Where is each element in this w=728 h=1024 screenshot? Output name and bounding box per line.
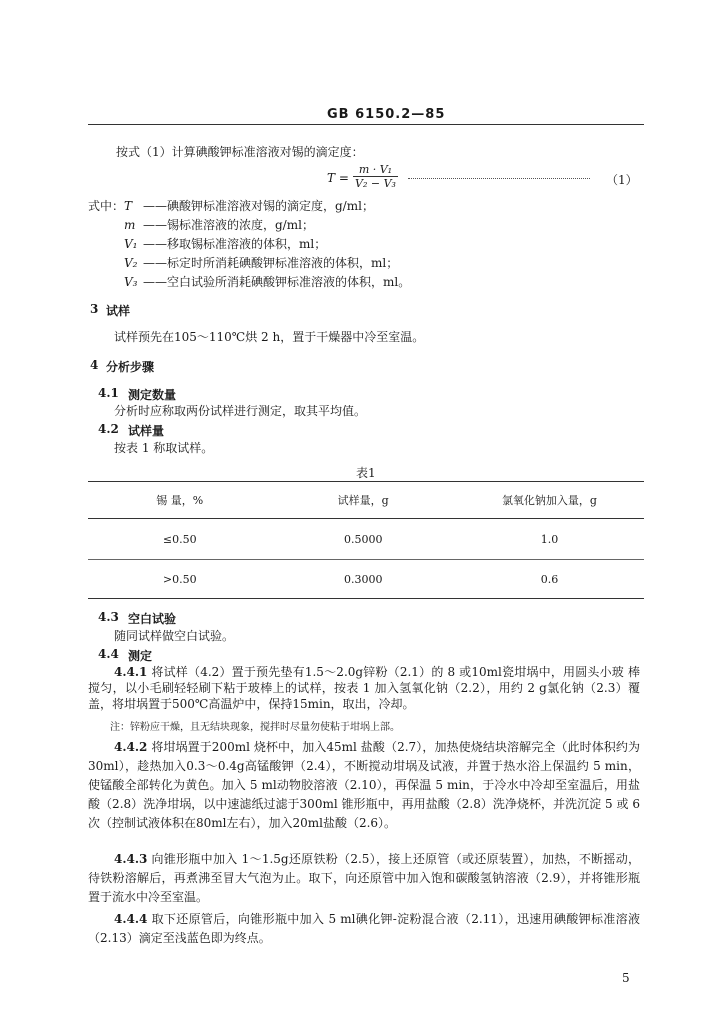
formula-fraction	[353, 163, 398, 190]
formula-leader-dots	[408, 178, 590, 179]
where-label: 式中：	[88, 199, 125, 213]
table-cell: 0.3000	[271, 560, 454, 599]
table-header-cell: 试样量，g	[271, 482, 454, 519]
paragraph-4-4-2	[88, 738, 640, 833]
section-4-1-text: 分析时应称取两份试样进行测定，取其平均值。	[114, 404, 367, 418]
paragraph-number: 4.4.1	[114, 665, 148, 679]
table-header-row	[88, 482, 644, 519]
formula-lhs: T =	[327, 171, 349, 185]
section-4-4-title: 测定	[128, 649, 153, 663]
table-cell: ≤0.50	[88, 519, 271, 560]
section-3-text: 试样预先在105～110℃烘 2 h，置于干燥器中冷至室温。	[114, 330, 425, 344]
variable-symbol: m	[124, 218, 136, 232]
section-3-number: 3	[90, 302, 99, 316]
sample-amount-table	[88, 481, 644, 599]
paragraph-number: 4.4.2	[114, 740, 148, 754]
table-cell: >0.50	[88, 560, 271, 599]
formula-numerator: m · V₁	[353, 163, 398, 177]
paragraph-text: 将坩埚置于200ml 烧杯中，加入45ml 盐酸（2.7），加热使烧结块溶解完全（此时体积约为30ml），趁热加入0.3～0.4g高锰酸钾（2.4），不断搅动坩埚及试液，并置于热水浴上保温约 5 min，使锰酸全部转化为黄色。加入 5 ml动物胶溶液（2.10），再保温 5 min，于冷水中冷却至室温后，用盐酸（2.8）洗净坩埚，以中速滤纸过滤于300ml 锥形瓶中，再用盐酸（2.8）洗净烧杯，并洗沉淀 5 或 6 次（控制试液体积在80ml左右），加入20ml盐酸（2.6）。	[88, 740, 640, 830]
table-header-cell: 锡 量，%	[88, 482, 271, 519]
variable-desc: ——空白试验所消耗碘酸钾标准溶液的体积，ml。	[143, 275, 411, 289]
variable-symbol: V₃	[124, 275, 138, 289]
standard-header: GB 6150.2—85	[327, 107, 446, 122]
table-caption: 表1	[356, 466, 376, 480]
table-cell: 0.6	[455, 560, 644, 599]
table-cell: 0.5000	[271, 519, 454, 560]
table-row	[88, 519, 644, 560]
section-4-2-text: 按表 1 称取试样。	[114, 441, 214, 455]
section-4-1-number: 4.1	[98, 386, 119, 400]
variable-desc: ——碘酸钾标准溶液对锡的滴定度，g/ml；	[143, 199, 374, 213]
section-4-number: 4	[90, 358, 99, 372]
variable-symbol: T	[124, 199, 133, 213]
section-4-3-title: 空白试验	[128, 612, 177, 626]
header-rule	[88, 124, 644, 125]
note: 注：锌粉应干燥，且无结块现象，搅拌时尽量勿使粘于坩埚上部。	[110, 722, 400, 733]
section-4-3-number: 4.3	[98, 610, 119, 624]
paragraph-4-4-4	[88, 910, 640, 948]
variable-desc: ——标定时所消耗碘酸钾标准溶液的体积，ml；	[143, 256, 399, 270]
paragraph-4-4-3	[88, 850, 640, 907]
section-4-2-number: 4.2	[98, 422, 119, 436]
formula-intro: 按式（1）计算碘酸钾标准溶液对锡的滴定度：	[116, 145, 364, 159]
variable-symbol: V₂	[124, 256, 138, 270]
paragraph-number: 4.4.3	[114, 852, 148, 866]
formula-denominator: V₂ − V₃	[355, 177, 396, 190]
page-number: 5	[622, 971, 630, 985]
section-4-4-number: 4.4	[98, 647, 119, 661]
variable-desc: ——锡标准溶液的浓度，g/ml；	[143, 218, 314, 232]
formula-number: （1）	[606, 173, 638, 187]
table-header-cell: 氯氧化钠加入量，g	[455, 482, 644, 519]
section-4-title: 分析步骤	[106, 360, 155, 374]
paragraph-text: 向锥形瓶中加入 1～1.5g还原铁粉（2.5），接上还原管（或还原装置），加热，不断摇动，待铁粉溶解后，再煮沸至冒大气泡为止。取下，向还原管中加入饱和碳酸氢钠溶液（2.9），并将锥形瓶置于流水中冷至室温。	[88, 852, 640, 904]
paragraph-number: 4.4.4	[114, 912, 148, 926]
paragraph-text: 取下还原管后，向锥形瓶中加入 5 ml碘化钾-淀粉混合液（2.11），迅速用碘酸钾标准溶液（2.13）滴定至浅蓝色即为终点。	[88, 912, 640, 945]
paragraph-4-4-1	[88, 664, 640, 712]
section-4-1-title: 测定数量	[128, 388, 177, 402]
table-cell: 1.0	[455, 519, 644, 560]
paragraph-text: 将试样（4.2）置于预先垫有1.5～2.0g锌粉（2.1）的 8 或10ml瓷坩埚中，用圆头小玻 棒搅匀，以小毛刷轻轻刷下粘于玻棒上的试样，按表 1 加入氢氧化钠（2.2），用约 2 g氯化钠（2.3）覆盖，将坩埚置于500℃高温炉中，保持15min，取出，冷却。	[88, 665, 640, 711]
variable-symbol: V₁	[124, 237, 138, 251]
section-4-3-text: 随同试样做空白试验。	[114, 629, 235, 643]
table-row	[88, 560, 644, 599]
variable-desc: ——移取锡标准溶液的体积，ml；	[143, 237, 327, 251]
section-3-title: 试样	[106, 304, 131, 318]
section-4-2-title: 试样量	[128, 424, 165, 438]
